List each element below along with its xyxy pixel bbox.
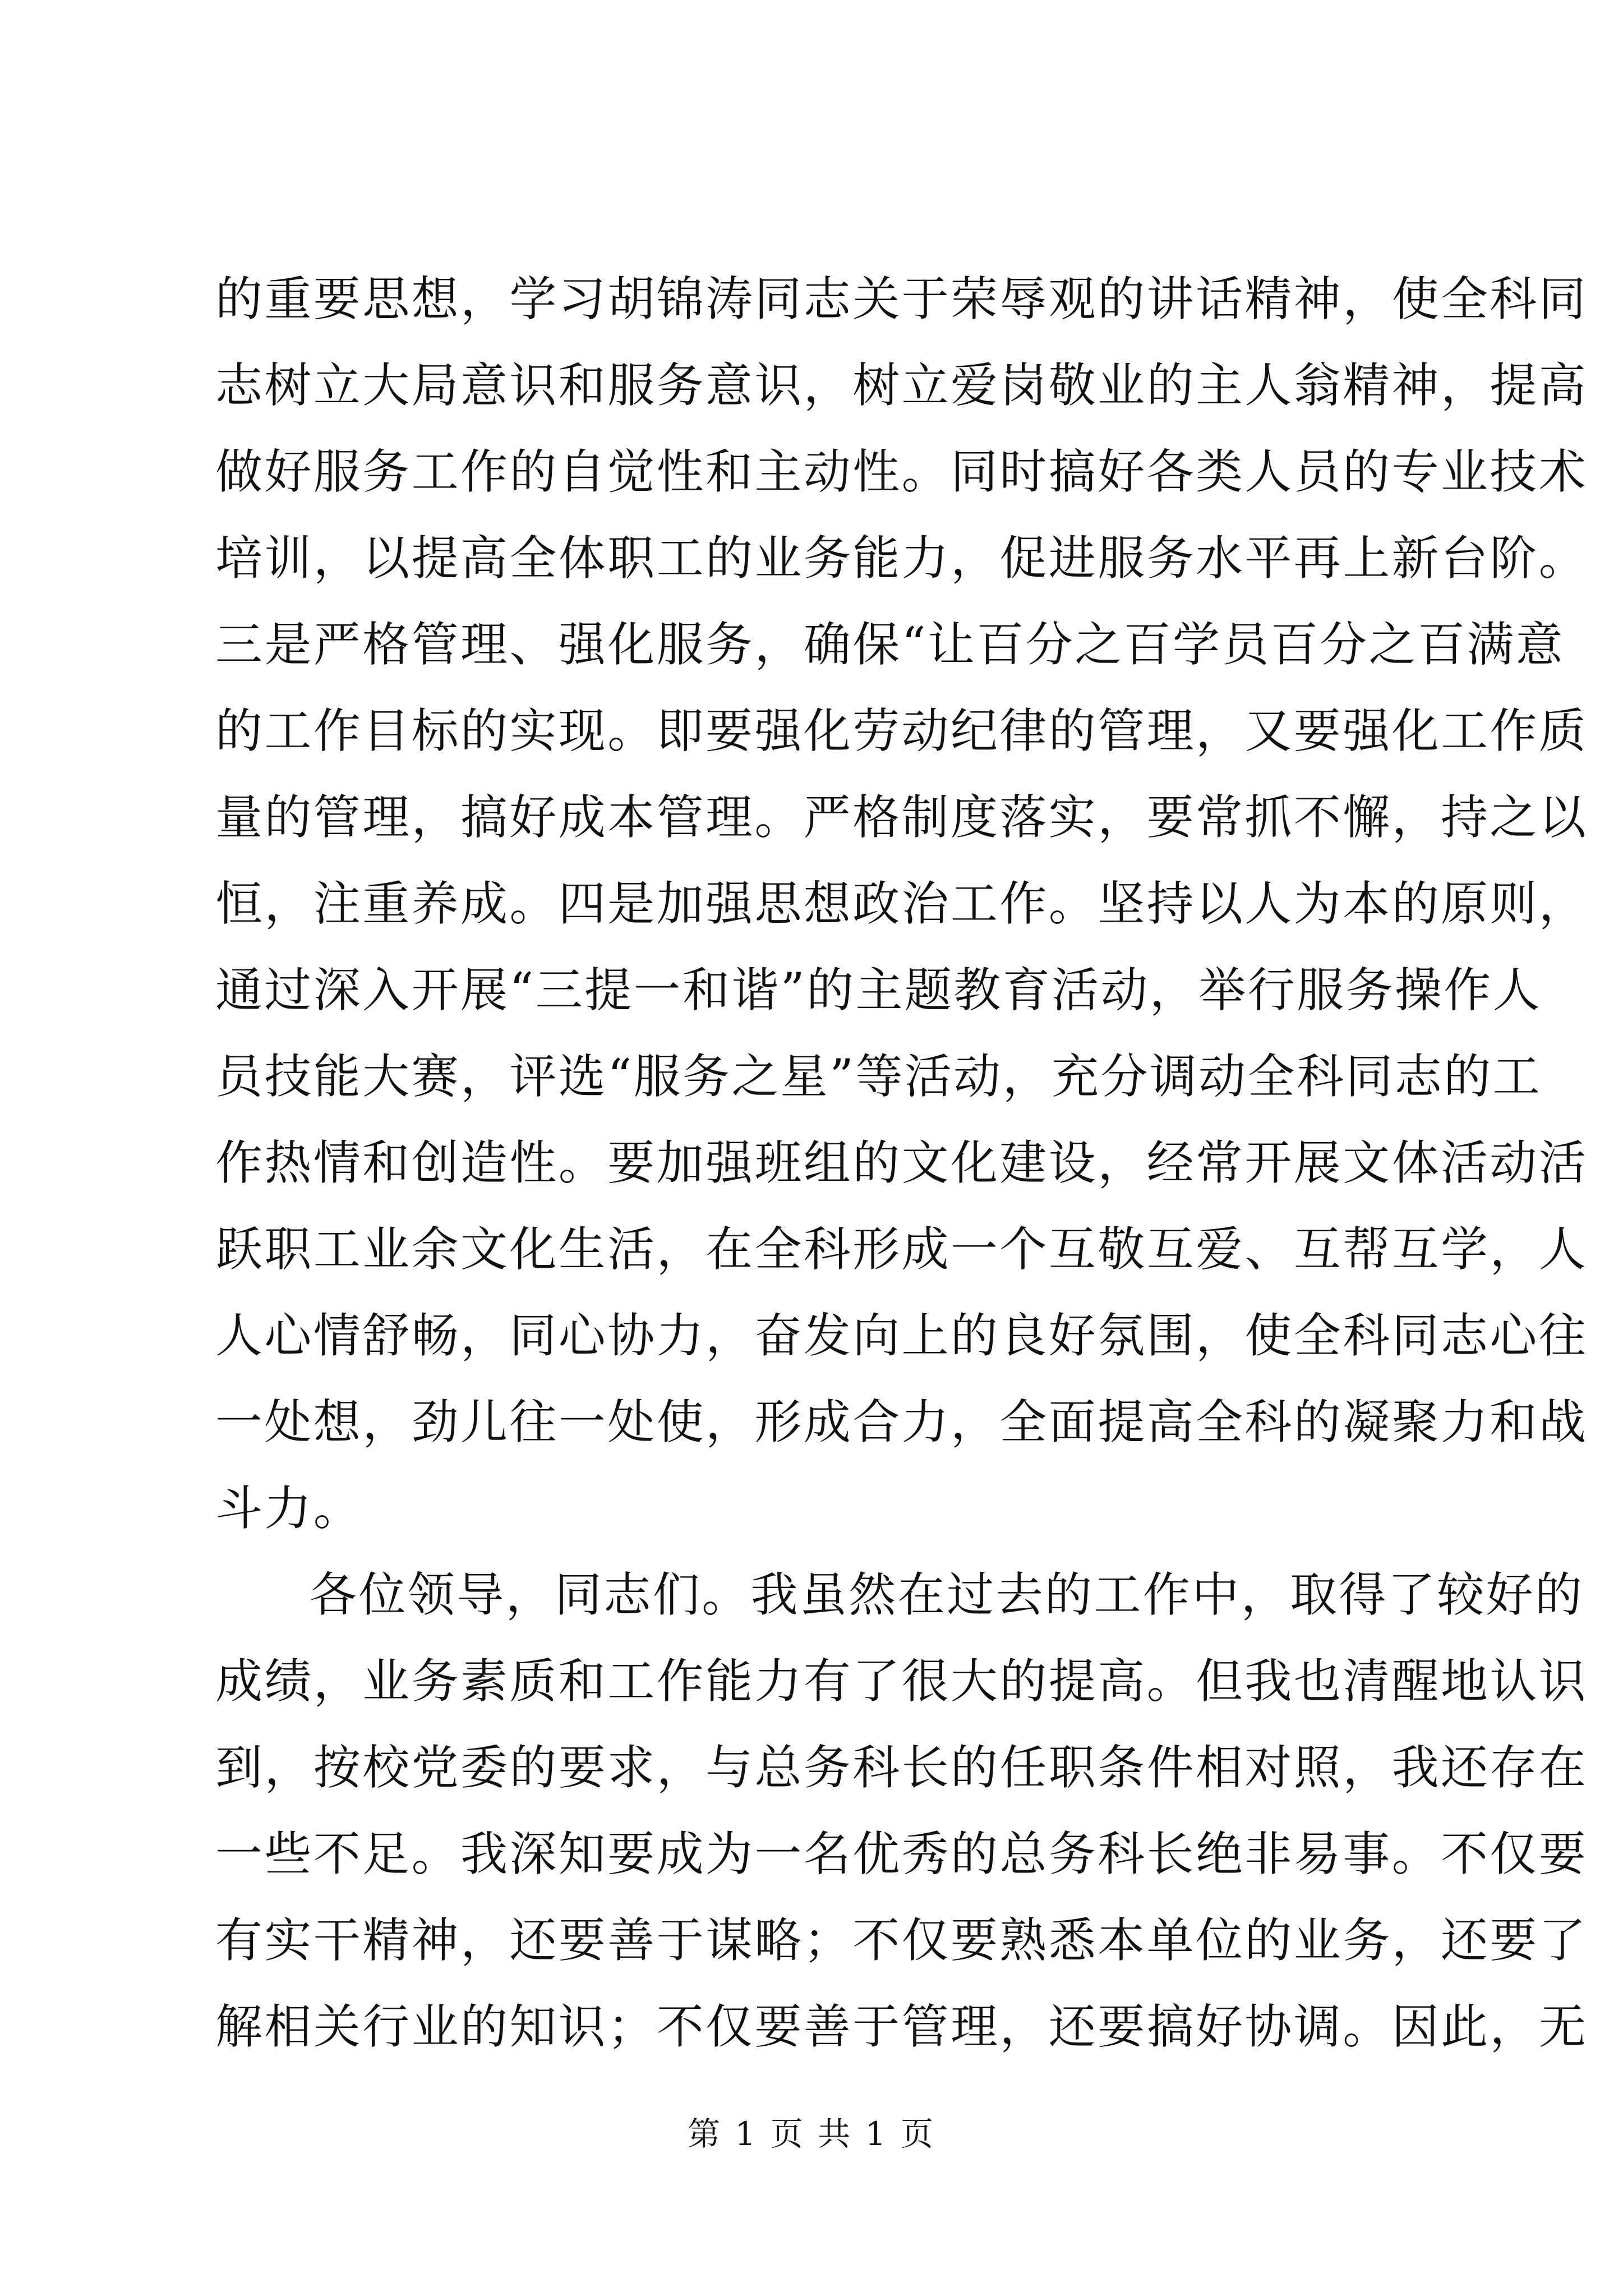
page-footer xyxy=(0,2114,1623,2154)
text-line: 员技能大赛，评选“服务之星”等活动，充分调动全科同志的工 xyxy=(215,1049,1542,1104)
paragraph-continued xyxy=(215,256,1588,1552)
text-line: 跃职工业余文化生活，在全科形成一个互敬互爱、互帮互学，人 xyxy=(215,1222,1588,1277)
text-line: 有实干精神，还要善于谋略；不仅要熟悉本单位的业务，还要了 xyxy=(215,1913,1588,1968)
text-line: 恒，注重养成。四是加强思想政治工作。坚持以人为本的原则， xyxy=(215,876,1588,931)
text-line: 三是严格管理、强化服务，确保“让百分之百学员百分之百满意 xyxy=(215,617,1565,672)
text-line: 到，按校党委的要求，与总务科长的任职条件相对照，我还存在 xyxy=(215,1740,1588,1795)
text-line: 做好服务工作的自觉性和主动性。同时搞好各类人员的专业技术 xyxy=(215,444,1588,499)
text-line: 人心情舒畅，同心协力，奋发向上的良好氛围，使全科同志心往 xyxy=(215,1308,1588,1363)
document-body xyxy=(215,256,1588,2070)
text-line: 一处想，劲儿往一处使，形成合力，全面提高全科的凝聚力和战 xyxy=(215,1395,1588,1450)
text-line-first-indented: 各位领导，同志们。我虽然在过去的工作中，取得了较好的 xyxy=(310,1567,1584,1622)
text-line: 量的管理，搞好成本管理。严格制度落实，要常抓不懈，持之以 xyxy=(215,790,1588,845)
text-line: 一些不足。我深知要成为一名优秀的总务科长绝非易事。不仅要 xyxy=(215,1826,1588,1881)
text-line: 解相关行业的知识；不仅要善于管理，还要搞好协调。因此，无 xyxy=(215,1999,1588,2054)
text-line: 斗力。 xyxy=(215,1481,363,1536)
text-line: 的工作目标的实现。即要强化劳动纪律的管理，又要强化工作质 xyxy=(215,703,1588,758)
text-line: 的重要思想，学习胡锦涛同志关于荣辱观的讲话精神，使全科同 xyxy=(215,272,1588,326)
text-line: 作热情和创造性。要加强班组的文化建设，经常开展文体活动活 xyxy=(215,1135,1588,1190)
text-line: 成绩，业务素质和工作能力有了很大的提高。但我也清醒地认识 xyxy=(215,1654,1588,1709)
paragraph-leaders-address xyxy=(215,1552,1588,2070)
page-number-label: 第 1 页 共 1 页 xyxy=(688,2115,935,2153)
text-line: 培训，以提高全体职工的业务能力，促进服务水平再上新台阶。 xyxy=(215,531,1588,586)
text-line: 志树立大局意识和服务意识，树立爱岗敬业的主人翁精神，提高 xyxy=(215,358,1588,413)
text-line: 通过深入开展“三提一和谐”的主题教育活动，举行服务操作人 xyxy=(215,963,1542,1018)
